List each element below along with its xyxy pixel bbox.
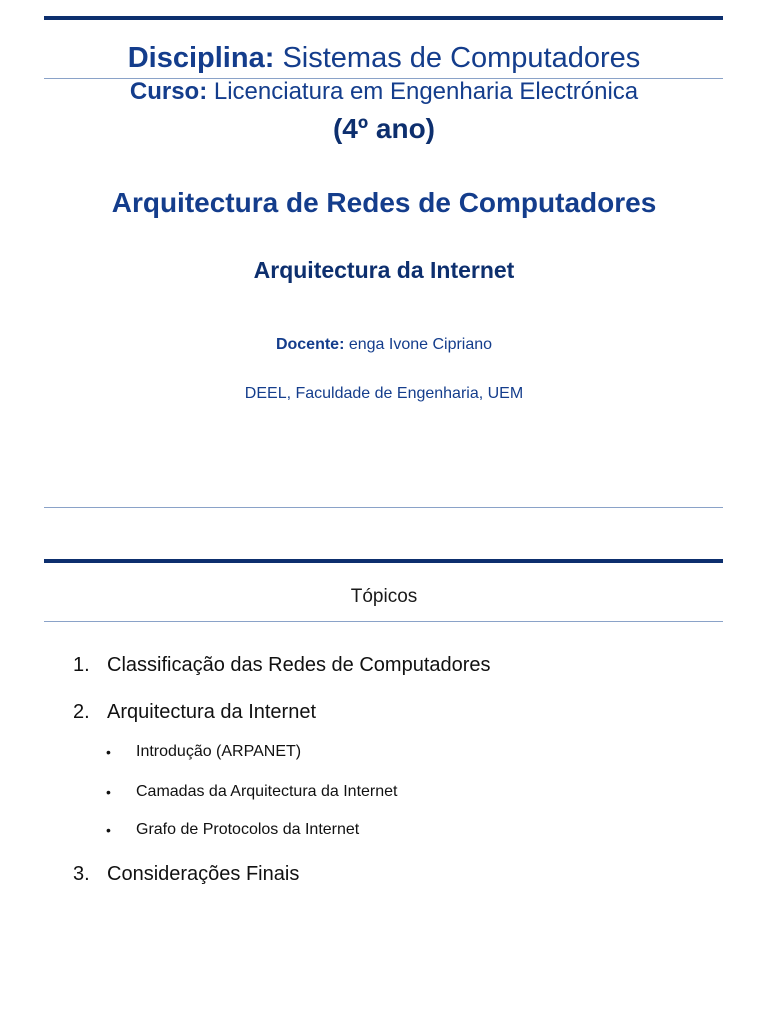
year-label: (4º ano) (332, 113, 435, 144)
top-rule (44, 16, 723, 20)
top-rule (44, 559, 723, 563)
list-item-text: Considerações Finais (107, 863, 300, 885)
list-item-number: 1. (73, 654, 90, 676)
sub-list-item-text: Grafo de Protocolos da Internet (136, 821, 360, 838)
docente-line (0, 334, 768, 356)
docente-label: Docente: (275, 336, 345, 353)
docente-value: enga Ivone Cipriano (348, 336, 493, 353)
list-item-text: Classificação das Redes de Computadores (107, 654, 491, 676)
presentation-subtitle: Arquitectura da Internet (253, 257, 515, 283)
bullet-icon: • (106, 784, 111, 800)
disciplina-line (0, 40, 768, 76)
sub-list-item-text: Introdução (ARPANET) (136, 743, 302, 760)
disciplina-value: Sistemas de Computadores (282, 42, 641, 74)
topics-heading: Tópicos (350, 586, 418, 607)
bullet-icon: • (106, 744, 111, 760)
sub-list-item-text: Camadas da Arquitectura da Internet (136, 783, 398, 800)
curso-line (0, 77, 768, 107)
institution-line: DEEL, Faculdade de Engenharia, UEM (244, 385, 524, 402)
curso-value: Licenciatura em Engenharia Electrónica (213, 78, 639, 105)
list-item-number: 3. (73, 863, 90, 885)
header-divider (44, 621, 723, 622)
list-item-text: Arquitectura da Internet (107, 701, 317, 723)
bottom-divider (44, 507, 723, 508)
list-item-number: 2. (73, 701, 90, 723)
curso-label: Curso: (129, 78, 208, 105)
presentation-title: Arquitectura de Redes de Computadores (111, 187, 657, 218)
topics-slide (0, 512, 768, 1024)
bullet-icon: • (106, 822, 111, 838)
disciplina-label: Disciplina: (127, 42, 275, 74)
